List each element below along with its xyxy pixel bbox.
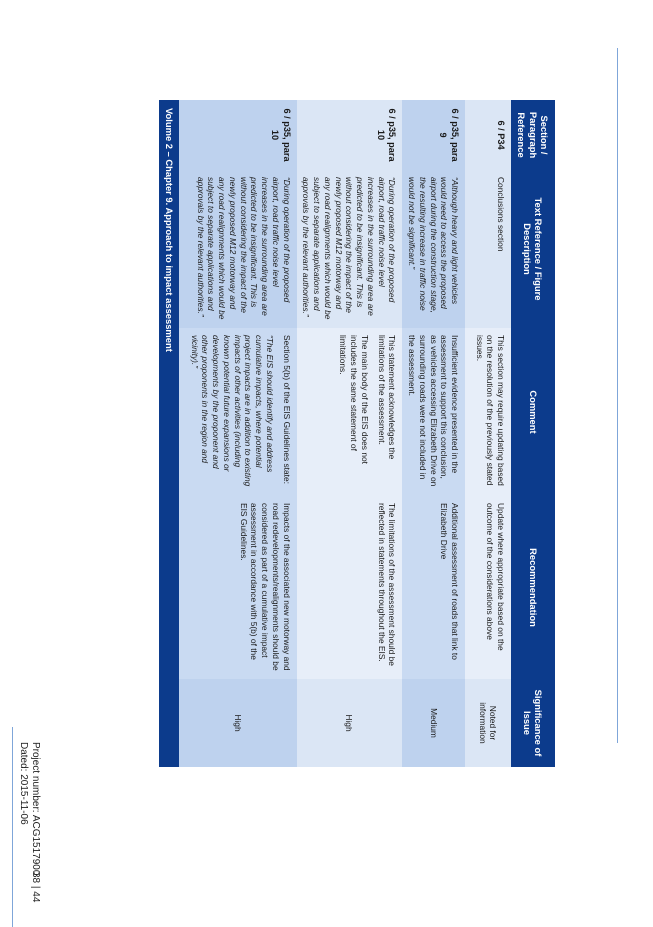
page-number: 38 | 44 [30, 872, 41, 903]
row-ref: 6 / p35, para 10 [179, 100, 297, 170]
top-rule [617, 48, 618, 743]
row-comment-para: Section 5(b) of the EIS Guidelines state: [281, 335, 292, 484]
header-comment: Comment [511, 328, 555, 496]
header-significance: Significance of Issue [511, 679, 555, 767]
table-row [402, 100, 465, 767]
row-ref: 6 / p35, para 9 [402, 100, 465, 170]
table-row [465, 100, 511, 767]
row-text: Conclusions section [465, 170, 511, 328]
header-recommendation: Recommendation [511, 496, 555, 679]
row-text: “During operation of the proposed airport, road traffic noise level increases in the surrounding area are predicted to be insignificant. This is without considering the impact of the newly proposed M12 motorway and any road realignments which would be subject to separate applications and approvals by the relevant authorities.” [179, 170, 297, 328]
dated: Dated: 2015-11-06 [18, 742, 29, 825]
row-comment: This section may require updating based on the resolution of the previously stated issues. [465, 328, 511, 496]
section-banner-row [159, 100, 179, 767]
row-significance: Medium [402, 679, 465, 767]
row-recommendation: Update where appropriate based on the outcome of the considerations above [465, 496, 511, 679]
row-comment: Insufficient evidence presented in the assessment to support this conclusion, as vehicles accessing Elizabeth Drive on surrounding roads were not included in the assessment. [402, 328, 465, 496]
table-row [179, 100, 297, 767]
row-ref: 6 / P34 [465, 100, 511, 170]
header-section-ref: Section / Paragraph Reference [511, 100, 555, 170]
row-significance: High [297, 679, 403, 767]
table-header-row [511, 100, 555, 767]
review-table [159, 100, 555, 767]
bottom-rule [12, 727, 13, 927]
project-number: Project number: ACG1517900 [30, 742, 41, 876]
header-text-reference: Text Reference / Figure Description [511, 170, 555, 328]
row-significance: High [179, 679, 297, 767]
row-comment-para: “The EIS should identify and address cumulative impacts, where potential project impacts are in addition to existing impacts of other activities (including known potential future expansions or developments by the proponent and other proponents in the region and vicinity).” [189, 335, 275, 487]
review-table-rotated [163, 100, 555, 767]
row-comment-para: This statement acknowledges the limitations of the assessment. [376, 335, 398, 460]
row-recommendation: Impacts of the associated new motorway and road redevelopments/realignments should be considered as part of a cumulative impact assessment in accordance with 5(b) of the EIS Guidelines. [179, 496, 297, 679]
row-recommendation: The limitations of the assessment should be reflected in statements throughout the EIS. [297, 496, 403, 679]
row-text: “Although heavy and light vehicles would need to access the proposed airport during the construction stage, the resulting increase in traffic noise would not be significant.” [402, 170, 465, 328]
section-banner: Volume 2 – Chapter 9. Approach to impact assessment [159, 100, 179, 767]
row-recommendation: Additional assessment of roads that link to Elizabeth Drive [402, 496, 465, 679]
row-significance: Noted for information [465, 679, 511, 767]
row-comment [297, 328, 403, 496]
row-text: “During operation of the proposed airport, road traffic noise level increases in the surrounding area are predicted to be insignificant. This is without considering the impact of the newly proposed M12 motorway and any road realignments which would be subject to separate applications and approvals by the relevant authorities.” [297, 170, 403, 328]
table-row [297, 100, 403, 767]
row-ref: 6 / p35, para 10 [297, 100, 403, 170]
row-comment [179, 328, 297, 496]
row-comment-para: The main body of the EIS does not includes the same statement of limitations. [338, 335, 370, 464]
